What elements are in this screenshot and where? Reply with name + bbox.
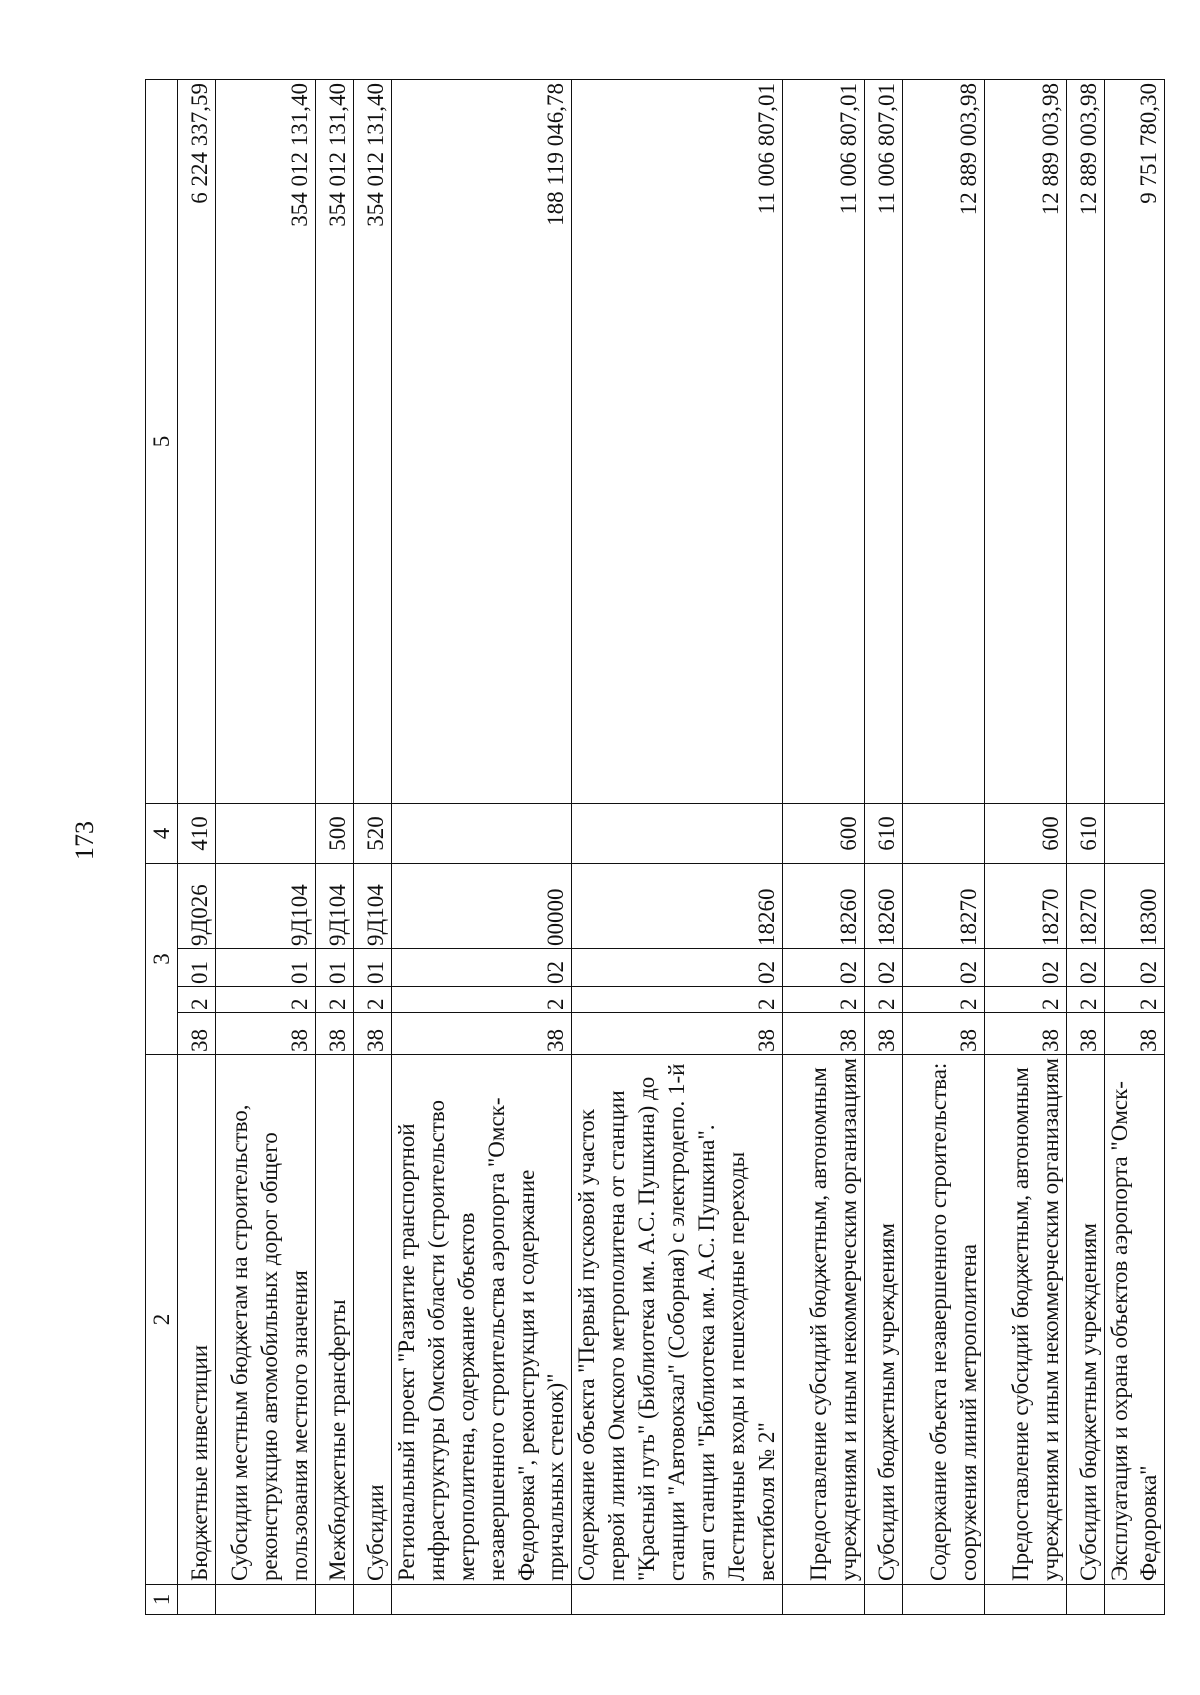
header-col-3: 3 [146, 864, 178, 1055]
code-part-2: 2 [572, 987, 782, 1013]
expense-type-cell [572, 804, 782, 864]
code-part-2: 2 [392, 987, 572, 1013]
expense-type-cell: 600 [984, 804, 1066, 864]
table-row [984, 80, 1066, 1615]
expense-type-cell: 600 [782, 804, 864, 864]
code-part-3: 01 [216, 949, 316, 987]
code-part-4: 18260 [572, 864, 782, 949]
code-part-3: 01 [316, 949, 354, 987]
code-part-1: 38 [1104, 1013, 1165, 1055]
code-part-1: 38 [572, 1013, 782, 1055]
code-part-1: 38 [864, 1013, 902, 1055]
description-cell: Бюджетные инвестиции [178, 1055, 216, 1585]
description-cell: Предоставление субсидий бюджетным, автономным учреждениям и иным некоммерческим организациям [984, 1055, 1066, 1585]
code-part-3: 02 [782, 949, 864, 987]
description-cell: Субсидии [354, 1055, 392, 1585]
code-part-4: 9Д104 [354, 864, 392, 949]
code-part-1: 38 [178, 1013, 216, 1055]
expense-type-cell [902, 804, 984, 864]
expense-type-cell [392, 804, 572, 864]
amount-cell: 12 889 003,98 [984, 80, 1066, 804]
col1-cell [782, 1585, 864, 1615]
code-part-1: 38 [984, 1013, 1066, 1055]
description-cell: Региональный проект "Развитие транспортной инфраструктуры Омской области (строительство метрополитена, содержание объектов незавершенного строительства аэропорта "Омск-Федоровка", реконструкция и содержание причальных стенок)" [392, 1055, 572, 1585]
code-part-4: 18300 [1104, 864, 1165, 949]
code-part-3: 02 [572, 949, 782, 987]
col1-cell [1066, 1585, 1104, 1615]
amount-cell: 188 119 046,78 [392, 80, 572, 804]
header-col-2: 2 [146, 1055, 178, 1585]
col1-cell [178, 1585, 216, 1615]
code-part-3: 02 [1066, 949, 1104, 987]
code-part-2: 2 [902, 987, 984, 1013]
table-row [216, 80, 316, 1615]
expense-type-cell: 610 [1066, 804, 1104, 864]
code-part-3: 02 [864, 949, 902, 987]
expense-type-cell [1104, 804, 1165, 864]
amount-cell: 11 006 807,01 [572, 80, 782, 804]
amount-cell: 12 889 003,98 [902, 80, 984, 804]
budget-table [145, 79, 1165, 1615]
code-part-4: 9Д026 [178, 864, 216, 949]
col1-cell [354, 1585, 392, 1615]
code-part-1: 38 [782, 1013, 864, 1055]
code-part-3: 02 [392, 949, 572, 987]
amount-cell: 11 006 807,01 [864, 80, 902, 804]
col1-cell [392, 1585, 572, 1615]
code-part-3: 01 [354, 949, 392, 987]
budget-table-wrapper [145, 80, 1162, 1615]
code-part-3: 02 [902, 949, 984, 987]
code-part-4: 18260 [864, 864, 902, 949]
description-cell: Межбюджетные трансферты [316, 1055, 354, 1585]
description-cell: Эксплуатация и охрана объектов аэропорта "Омск-Федоровка" [1104, 1055, 1165, 1585]
amount-cell: 11 006 807,01 [782, 80, 864, 804]
table-row [178, 80, 216, 1615]
amount-cell: 6 224 337,59 [178, 80, 216, 804]
description-cell: Субсидии бюджетным учреждениям [864, 1055, 902, 1585]
table-row [864, 80, 902, 1615]
expense-type-cell: 610 [864, 804, 902, 864]
description-cell: Содержание объекта незавершенного строительства: сооружения линий метрополитена [902, 1055, 984, 1585]
description-cell: Субсидии местным бюджетам на строительство, реконструкцию автомобильных дорог общего пользования местного значения [216, 1055, 316, 1585]
header-col-5: 5 [146, 80, 178, 804]
table-row [782, 80, 864, 1615]
code-part-2: 2 [1066, 987, 1104, 1013]
code-part-2: 2 [864, 987, 902, 1013]
col1-cell [984, 1585, 1066, 1615]
code-part-1: 38 [216, 1013, 316, 1055]
description-cell: Предоставление субсидий бюджетным, автономным учреждениям и иным некоммерческим организациям [782, 1055, 864, 1585]
code-part-2: 2 [354, 987, 392, 1013]
table-row [316, 80, 354, 1615]
code-part-1: 38 [902, 1013, 984, 1055]
header-col-1: 1 [146, 1585, 178, 1615]
col1-cell [864, 1585, 902, 1615]
code-part-3: 02 [1104, 949, 1165, 987]
code-part-2: 2 [178, 987, 216, 1013]
code-part-4: 18270 [1066, 864, 1104, 949]
amount-cell: 12 889 003,98 [1066, 80, 1104, 804]
code-part-2: 2 [316, 987, 354, 1013]
page-number: 173 [70, 821, 99, 860]
table-row [392, 80, 572, 1615]
code-part-2: 2 [216, 987, 316, 1013]
table-row [1104, 80, 1165, 1615]
code-part-4: 00000 [392, 864, 572, 949]
col1-cell [902, 1585, 984, 1615]
code-part-4: 18270 [902, 864, 984, 949]
col1-cell [216, 1585, 316, 1615]
code-part-4: 18260 [782, 864, 864, 949]
header-row [146, 80, 178, 1615]
code-part-4: 9Д104 [316, 864, 354, 949]
amount-cell: 354 012 131,40 [216, 80, 316, 804]
expense-type-cell: 410 [178, 804, 216, 864]
table-row [354, 80, 392, 1615]
description-cell: Субсидии бюджетным учреждениям [1066, 1055, 1104, 1585]
table-row [1066, 80, 1104, 1615]
col1-cell [572, 1585, 782, 1615]
amount-cell: 9 751 780,30 [1104, 80, 1165, 804]
code-part-2: 2 [984, 987, 1066, 1013]
code-part-4: 18270 [984, 864, 1066, 949]
code-part-1: 38 [1066, 1013, 1104, 1055]
description-cell: Содержание объекта "Первый пусковой участок первой линии Омского метрополитена от станции "Красный путь" (Библиотека им. А.С. Пушкина) до станции "Автовокзал" (Соборная) с электродепо. 1-й этап станции "Библиотека им. А.С. Пушкина". Лестничные входы и пешеходные переходы вестибюля № 2" [572, 1055, 782, 1585]
table-row [572, 80, 782, 1615]
expense-type-cell: 500 [316, 804, 354, 864]
header-col-4: 4 [146, 804, 178, 864]
code-part-1: 38 [316, 1013, 354, 1055]
amount-cell: 354 012 131,40 [316, 80, 354, 804]
code-part-4: 9Д104 [216, 864, 316, 949]
table-row [902, 80, 984, 1615]
code-part-1: 38 [392, 1013, 572, 1055]
amount-cell: 354 012 131,40 [354, 80, 392, 804]
code-part-2: 2 [782, 987, 864, 1013]
expense-type-cell: 520 [354, 804, 392, 864]
code-part-2: 2 [1104, 987, 1165, 1013]
code-part-1: 38 [354, 1013, 392, 1055]
code-part-3: 01 [178, 949, 216, 987]
expense-type-cell [216, 804, 316, 864]
col1-cell [316, 1585, 354, 1615]
code-part-3: 02 [984, 949, 1066, 987]
col1-cell [1104, 1585, 1165, 1615]
